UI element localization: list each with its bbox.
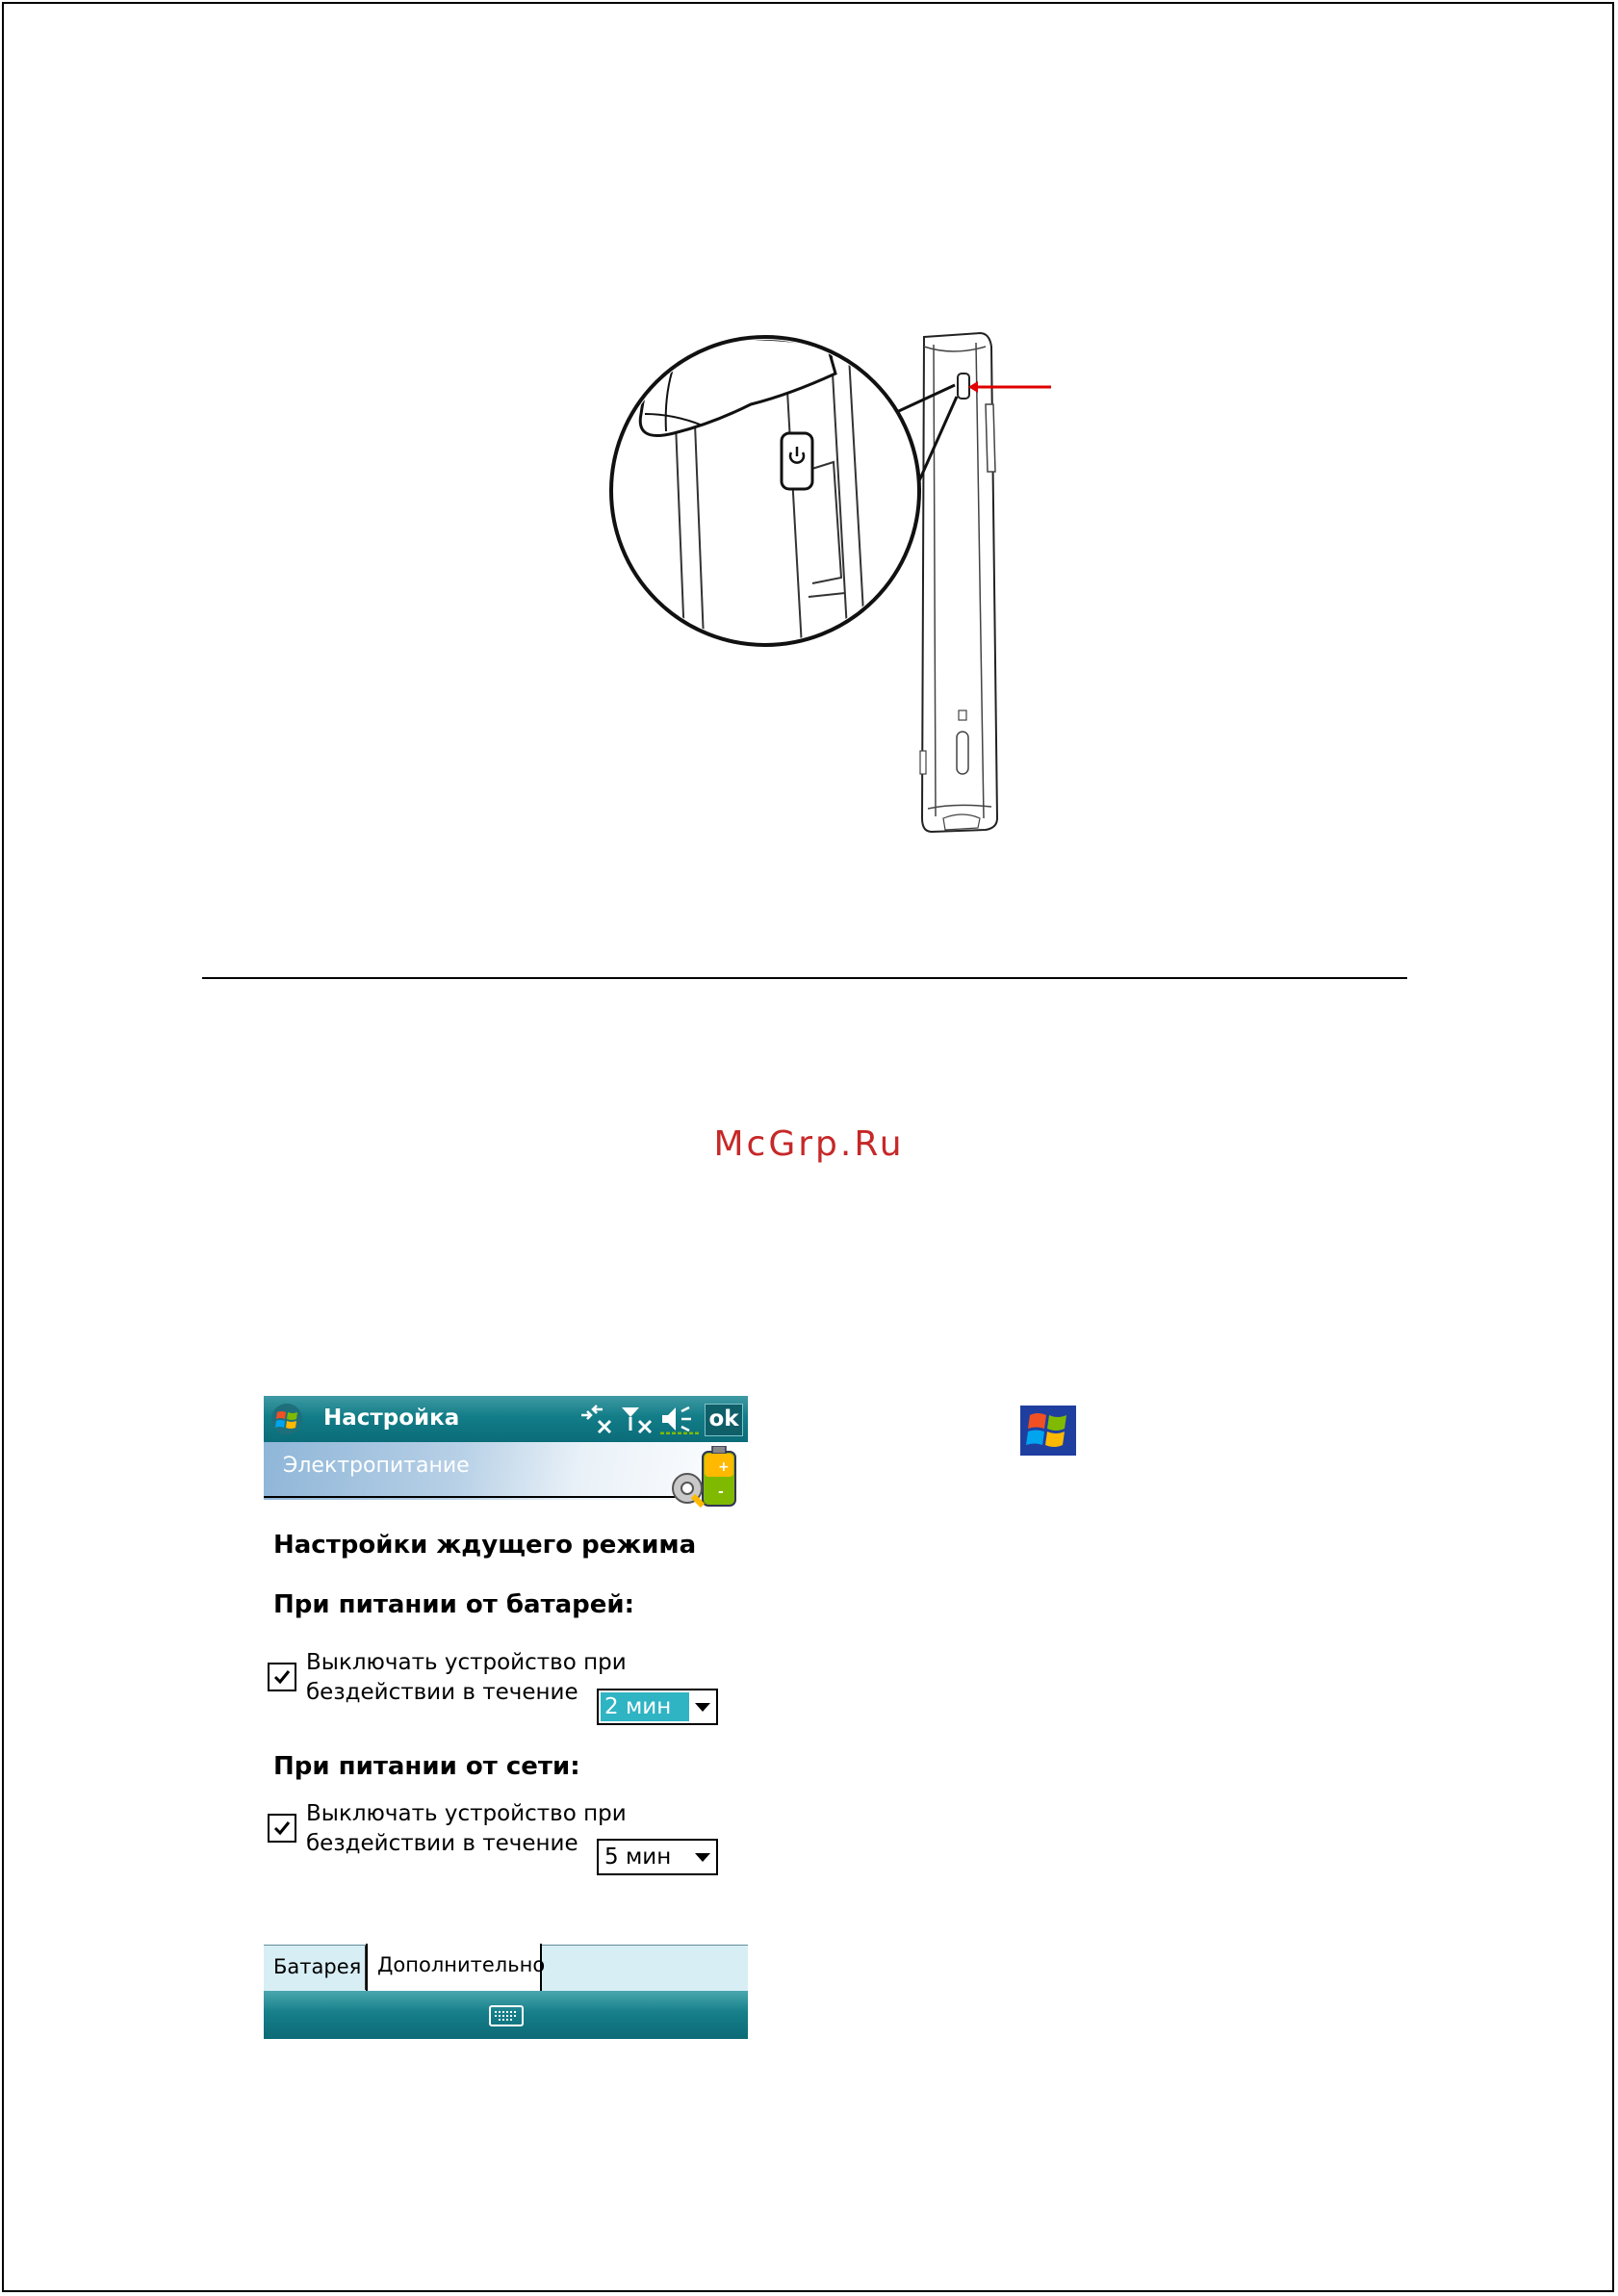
volume-icon[interactable] <box>658 1404 701 1434</box>
title-bar <box>264 1396 748 1442</box>
windows-logo-icon <box>1020 1406 1076 1456</box>
checkmark-icon <box>272 1819 292 1838</box>
soft-key-bar <box>264 1991 748 2039</box>
battery-timeout-select[interactable] <box>597 1689 718 1725</box>
ac-suspend-line1: Выключать устройство при <box>306 1801 627 1826</box>
tab-battery[interactable]: Батарея <box>264 1946 366 1990</box>
dropdown-arrow-icon <box>695 1853 710 1862</box>
device-screenshot <box>264 1396 748 2039</box>
watermark: McGrp.Ru <box>713 1124 905 1164</box>
app-title: Настройка <box>323 1406 460 1431</box>
battery-suspend-line2: бездействии в течение <box>306 1680 578 1705</box>
header-rule <box>264 1496 678 1498</box>
connectivity-icon <box>578 1404 616 1434</box>
checkmark-icon <box>272 1667 292 1687</box>
ac-suspend-label <box>306 1799 627 1859</box>
battery-heading: При питании от батарей: <box>273 1590 635 1619</box>
ok-button[interactable]: ok <box>705 1404 743 1436</box>
ac-suspend-checkbox[interactable] <box>268 1814 296 1843</box>
ac-timeout-select[interactable] <box>597 1839 718 1875</box>
battery-suspend-line1: Выключать устройство при <box>306 1650 627 1675</box>
battery-settings-icon <box>668 1446 745 1513</box>
tab-advanced[interactable]: Дополнительно <box>366 1944 542 1992</box>
battery-suspend-label <box>306 1648 627 1708</box>
device-side-illustration <box>597 318 1078 838</box>
keyboard-icon[interactable] <box>489 2005 524 2026</box>
section-title: Настройки ждущего режима <box>273 1531 697 1560</box>
ac-heading: При питании от сети: <box>273 1752 580 1781</box>
svg-text:-: - <box>718 1484 724 1500</box>
battery-suspend-checkbox[interactable] <box>268 1663 296 1691</box>
svg-text:+: + <box>718 1459 730 1475</box>
ac-suspend-line2: бездействии в течение <box>306 1831 578 1856</box>
dropdown-arrow-icon <box>695 1703 710 1712</box>
windows-start-icon[interactable] <box>270 1403 304 1435</box>
section-divider <box>202 977 1407 979</box>
signal-off-icon <box>620 1404 655 1434</box>
tab-bar <box>264 1945 748 1992</box>
settings-header-title: Электропитание <box>283 1454 470 1478</box>
battery-timeout-value: 2 мин <box>601 1692 689 1721</box>
ac-timeout-value: 5 мин <box>604 1845 672 1870</box>
